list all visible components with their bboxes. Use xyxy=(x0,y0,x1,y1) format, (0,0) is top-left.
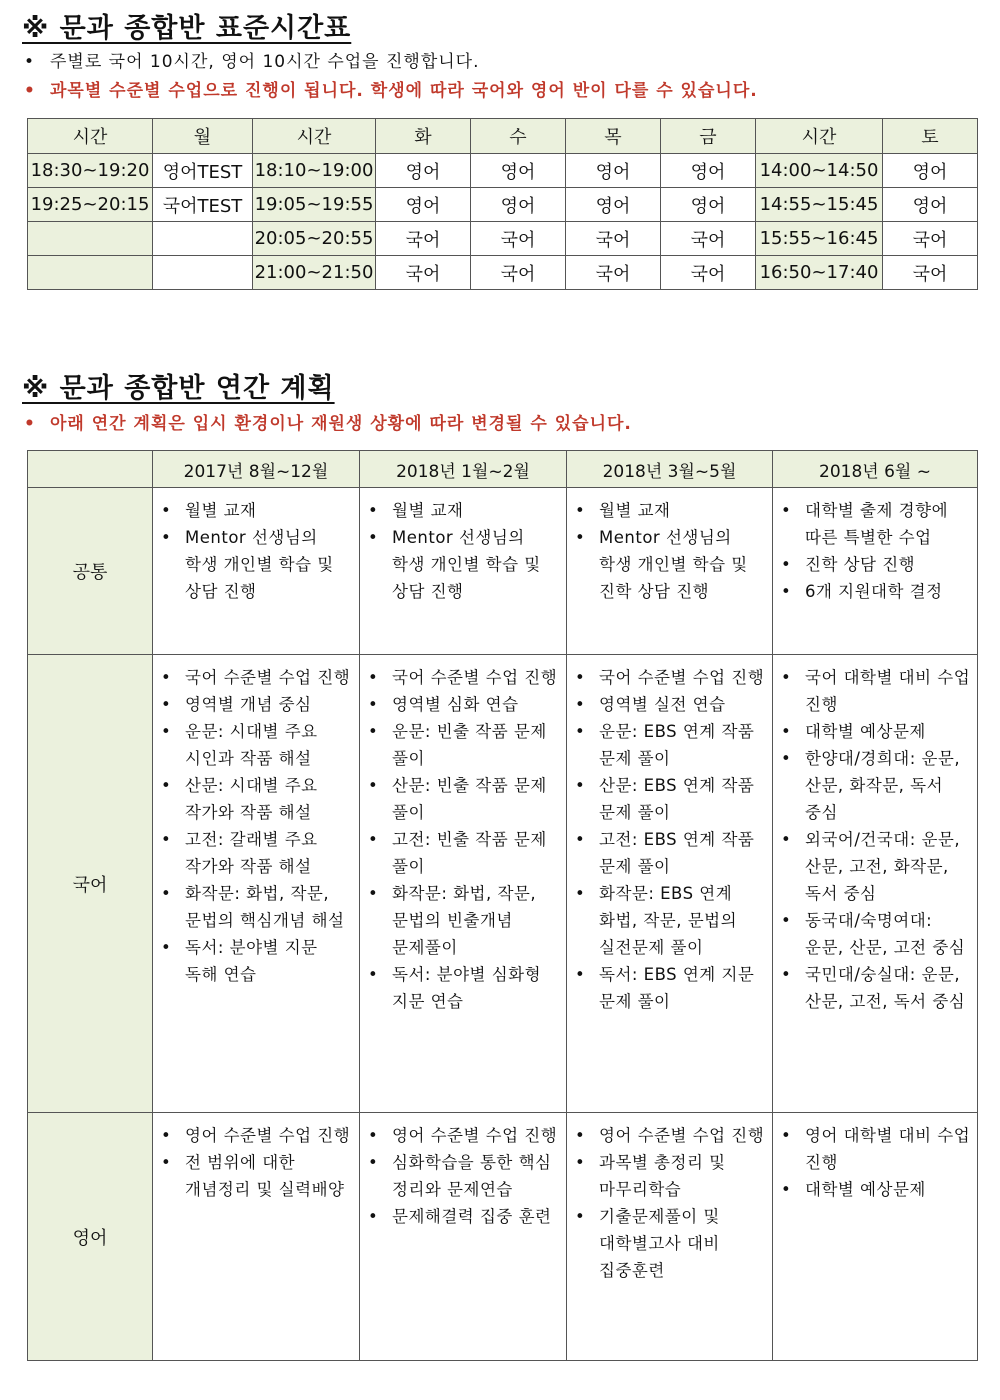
plan-item: • 산문: 빈출 작품 문제 풀이 xyxy=(366,772,562,826)
plan-item: • 독서: EBS 연계 지문 문제 풀이 xyxy=(573,961,768,1015)
timetable-row xyxy=(28,188,978,222)
plan-item: • 국어 수준별 수업 진행 xyxy=(366,664,562,691)
time-cell: 14:00~14:50 xyxy=(756,154,883,188)
row-label: 공통 xyxy=(28,488,153,655)
time-cell: 18:10~19:00 xyxy=(253,154,376,188)
annual-plan-body xyxy=(28,488,978,1361)
header-period: 2018년 6월 ~ xyxy=(773,451,978,488)
plan-list xyxy=(779,664,973,1015)
plan-list xyxy=(573,1122,768,1284)
class-cell: 국어 xyxy=(471,222,566,256)
header-mon: 월 xyxy=(153,119,253,154)
class-cell: 국어 xyxy=(566,256,661,290)
annual-row-common xyxy=(28,488,978,655)
plan-item: • Mentor 선생님의 학생 개인별 학습 및 상담 진행 xyxy=(366,524,562,605)
plan-cell xyxy=(360,488,567,655)
header-period: 2018년 1월~2월 xyxy=(360,451,567,488)
plan-item: • 진학 상담 진행 xyxy=(779,551,973,578)
plan-list xyxy=(159,1122,355,1203)
header-time-weekday: 시간 xyxy=(253,119,376,154)
header-time-mon: 시간 xyxy=(28,119,153,154)
plan-cell xyxy=(773,1113,978,1361)
header-period: 2017년 8월~12월 xyxy=(153,451,360,488)
plan-item: • 영어 수준별 수업 진행 xyxy=(573,1122,768,1149)
timetable-header-row xyxy=(28,119,978,154)
plan-item: • 문제해결력 집중 훈련 xyxy=(366,1203,562,1230)
row-label: 영어 xyxy=(28,1113,153,1361)
plan-item: • 영역별 실전 연습 xyxy=(573,691,768,718)
time-cell: 14:55~15:45 xyxy=(756,188,883,222)
plan-item: • 고전: 갈래별 주요 작가와 작품 해설 xyxy=(159,826,355,880)
plan-item: • 기출문제풀이 및 대학별고사 대비 집중훈련 xyxy=(573,1203,768,1284)
plan-item: • 동국대/숙명여대: 운문, 산문, 고전 중심 xyxy=(779,907,973,961)
class-cell: 국어 xyxy=(661,256,756,290)
plan-item: • 영역별 개념 중심 xyxy=(159,691,355,718)
class-cell: 영어 xyxy=(471,154,566,188)
plan-item: • 국어 수준별 수업 진행 xyxy=(159,664,355,691)
timetable-row xyxy=(28,256,978,290)
plan-item: • 영역별 심화 연습 xyxy=(366,691,562,718)
class-cell: 영어 xyxy=(883,154,978,188)
plan-item: • 산문: EBS 연계 작품 문제 풀이 xyxy=(573,772,768,826)
header-sat: 토 xyxy=(883,119,978,154)
plan-item: • 월별 교재 xyxy=(159,497,355,524)
header-fri: 금 xyxy=(661,119,756,154)
plan-item: • 한양대/경희대: 운문, 산문, 화작문, 독서 중심 xyxy=(779,745,973,826)
plan-list xyxy=(159,664,355,988)
plan-item: • 6개 지원대학 결정 xyxy=(779,578,973,605)
class-cell xyxy=(153,222,253,256)
plan-item: • 운문: 시대별 주요 시인과 작품 해설 xyxy=(159,718,355,772)
plan-item: • 대학별 예상문제 xyxy=(779,718,973,745)
plan-cell xyxy=(153,488,360,655)
plan-cell xyxy=(153,655,360,1113)
plan-list xyxy=(779,497,973,605)
header-period: 2018년 3월~5월 xyxy=(567,451,773,488)
plan-item: • 대학별 예상문제 xyxy=(779,1176,973,1203)
plan-cell xyxy=(360,1113,567,1361)
header-tue: 화 xyxy=(376,119,471,154)
class-cell: 영어 xyxy=(376,188,471,222)
plan-item: • 과목별 총정리 및 마무리학습 xyxy=(573,1149,768,1203)
plan-item: • 월별 교재 xyxy=(573,497,768,524)
class-cell: 영어 xyxy=(661,188,756,222)
header-thu: 목 xyxy=(566,119,661,154)
annual-plan-title: ※ 문과 종합반 연간 계획 xyxy=(22,373,335,404)
time-cell: 19:05~19:55 xyxy=(253,188,376,222)
plan-item: • Mentor 선생님의 학생 개인별 학습 및 상담 진행 xyxy=(159,524,355,605)
annual-plan-note: • 아래 연간 계획은 입시 환경이나 재원생 상황에 따라 변경될 수 있습니다. xyxy=(22,410,632,439)
class-cell: 국어 xyxy=(376,256,471,290)
class-cell: 국어 xyxy=(471,256,566,290)
plan-cell xyxy=(153,1113,360,1361)
class-cell: 국어TEST xyxy=(153,188,253,222)
timetable-row xyxy=(28,222,978,256)
plan-item: • 외국어/건국대: 운문, 산문, 고전, 화작문, 독서 중심 xyxy=(779,826,973,907)
plan-cell xyxy=(567,655,773,1113)
plan-item: • 산문: 시대별 주요 작가와 작품 해설 xyxy=(159,772,355,826)
header-time-sat: 시간 xyxy=(756,119,883,154)
plan-item: • 화작문: 화법, 작문, 문법의 핵심개념 해설 xyxy=(159,880,355,934)
timetable-table xyxy=(27,118,978,290)
class-cell: 영어 xyxy=(883,188,978,222)
plan-item: • 독서: 분야별 심화형 지문 연습 xyxy=(366,961,562,1015)
plan-list xyxy=(779,1122,973,1203)
plan-cell xyxy=(567,1113,773,1361)
plan-item: • 운문: 빈출 작품 문제 풀이 xyxy=(366,718,562,772)
class-cell: 영어 xyxy=(566,154,661,188)
timetable-title: ※ 문과 종합반 표준시간표 xyxy=(22,13,352,44)
plan-cell xyxy=(360,655,567,1113)
class-cell: 영어 xyxy=(566,188,661,222)
plan-list xyxy=(573,497,768,605)
class-cell: 영어 xyxy=(471,188,566,222)
annual-header-row xyxy=(28,451,978,488)
time-cell: 18:30~19:20 xyxy=(28,154,153,188)
time-cell: 20:05~20:55 xyxy=(253,222,376,256)
header-wed: 수 xyxy=(471,119,566,154)
plan-list xyxy=(366,664,562,1015)
timetable-row xyxy=(28,154,978,188)
timetable-note-highlight: • 과목별 수준별 수업으로 진행이 됩니다. 학생에 따라 국어와 영어 반이 다를 수 있습니다. xyxy=(22,77,758,106)
plan-list xyxy=(573,664,768,1015)
class-cell: 국어 xyxy=(883,222,978,256)
plan-item: • 월별 교재 xyxy=(366,497,562,524)
plan-item: • 국민대/숭실대: 운문, 산문, 고전, 독서 중심 xyxy=(779,961,973,1015)
time-cell xyxy=(28,222,153,256)
header-corner xyxy=(28,451,153,488)
plan-item: • Mentor 선생님의 학생 개인별 학습 및 진학 상담 진행 xyxy=(573,524,768,605)
annual-plan-table xyxy=(27,450,978,1361)
plan-cell xyxy=(773,488,978,655)
time-cell: 16:50~17:40 xyxy=(756,256,883,290)
plan-list xyxy=(366,497,562,605)
class-cell: 국어 xyxy=(661,222,756,256)
class-cell: 국어 xyxy=(566,222,661,256)
plan-item: • 심화학습을 통한 핵심 정리와 문제연습 xyxy=(366,1149,562,1203)
plan-item: • 화작문: EBS 연계 화법, 작문, 문법의 실전문제 풀이 xyxy=(573,880,768,961)
timetable-notes xyxy=(22,48,758,106)
plan-item: • 국어 대학별 대비 수업 진행 xyxy=(779,664,973,718)
class-cell xyxy=(153,256,253,290)
plan-item: • 화작문: 화법, 작문, 문법의 빈출개념 문제풀이 xyxy=(366,880,562,961)
timetable-note: • 주별로 국어 10시간, 영어 10시간 수업을 진행합니다. xyxy=(22,48,758,77)
plan-item: • 영어 수준별 수업 진행 xyxy=(366,1122,562,1149)
plan-list xyxy=(366,1122,562,1230)
time-cell: 19:25~20:15 xyxy=(28,188,153,222)
row-label: 국어 xyxy=(28,655,153,1113)
class-cell: 국어 xyxy=(376,222,471,256)
annual-row-korean xyxy=(28,655,978,1113)
time-cell xyxy=(28,256,153,290)
class-cell: 영어TEST xyxy=(153,154,253,188)
annual-row-english xyxy=(28,1113,978,1361)
plan-item: • 대학별 출제 경향에 따른 특별한 수업 xyxy=(779,497,973,551)
plan-item: • 국어 수준별 수업 진행 xyxy=(573,664,768,691)
time-cell: 21:00~21:50 xyxy=(253,256,376,290)
plan-cell xyxy=(567,488,773,655)
plan-item: • 고전: 빈출 작품 문제 풀이 xyxy=(366,826,562,880)
plan-item: • 독서: 분야별 지문 독해 연습 xyxy=(159,934,355,988)
plan-list xyxy=(159,497,355,605)
plan-item: • 영어 수준별 수업 진행 xyxy=(159,1122,355,1149)
plan-item: • 운문: EBS 연계 작품 문제 풀이 xyxy=(573,718,768,772)
plan-item: • 고전: EBS 연계 작품 문제 풀이 xyxy=(573,826,768,880)
class-cell: 영어 xyxy=(661,154,756,188)
class-cell: 영어 xyxy=(376,154,471,188)
plan-item: • 영어 대학별 대비 수업 진행 xyxy=(779,1122,973,1176)
time-cell: 15:55~16:45 xyxy=(756,222,883,256)
class-cell: 국어 xyxy=(883,256,978,290)
plan-cell xyxy=(773,655,978,1113)
annual-plan-notes xyxy=(22,410,632,439)
plan-item: • 전 범위에 대한 개념정리 및 실력배양 xyxy=(159,1149,355,1203)
